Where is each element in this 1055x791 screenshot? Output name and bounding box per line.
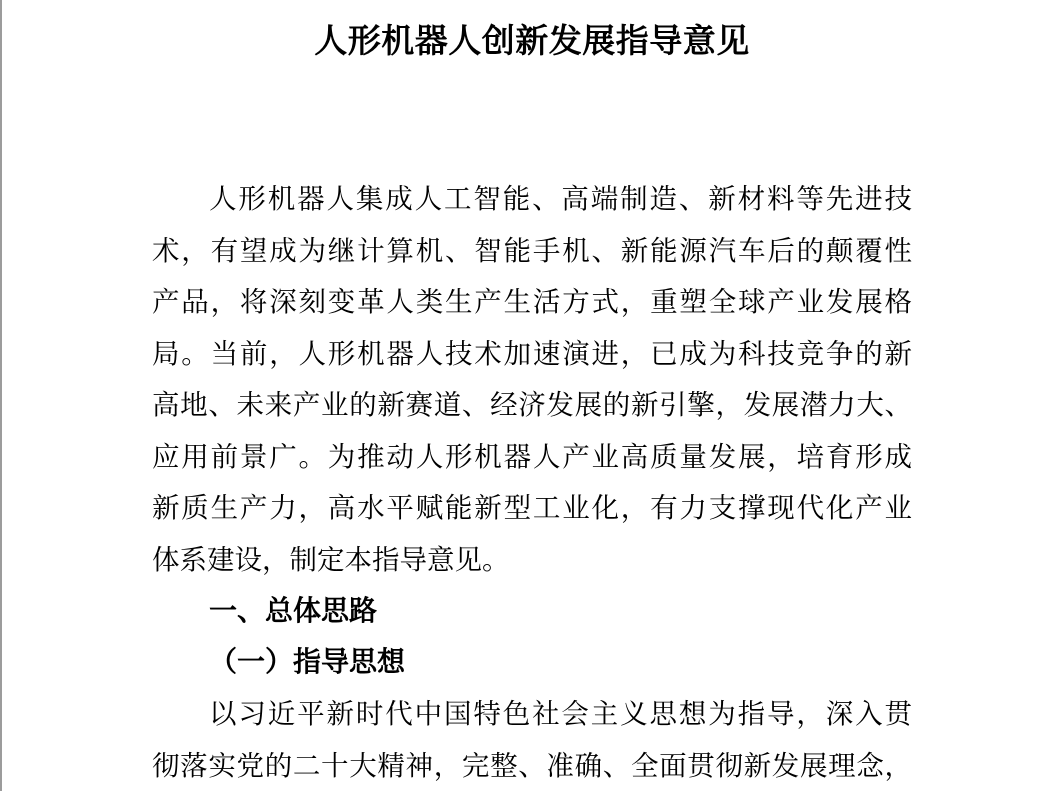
doc-line: 以习近平新时代中国特色社会主义思想为指导，深入贯 — [209, 698, 912, 729]
doc-line: 高地、未来产业的新赛道、经济发展的新引擎，发展潜力大、 — [152, 389, 912, 420]
document-title: 人形机器人创新发展指导意见 — [314, 24, 750, 60]
doc-line: 体系建设，制定本指导意见。 — [152, 543, 510, 575]
doc-line: 新质生产力，高水平赋能新型工业化，有力支撑现代化产业 — [152, 492, 912, 523]
doc-line: 应用前景广。为推动人形机器人产业高质量发展，培育形成 — [152, 440, 912, 472]
doc-line: 术，有望成为继计算机、智能手机、新能源汽车后的颠覆性 — [152, 234, 912, 266]
document-lines — [152, 173, 912, 791]
doc-line: 一、总体思路 — [209, 595, 378, 626]
doc-line: （一）指导思想 — [209, 646, 406, 678]
doc-line: 彻落实党的二十大精神，完整、准确、全面贯彻新发展理念， — [152, 749, 912, 781]
page-left-edge-line — [0, 0, 2, 791]
doc-line: 局。当前，人形机器人技术加速演进，已成为科技竞争的新 — [152, 337, 912, 369]
doc-line: 产品，将深刻变革人类生产生活方式，重塑全球产业发展格 — [152, 286, 912, 317]
document-body — [152, 0, 912, 791]
doc-line: 人形机器人集成人工智能、高端制造、新材料等先进技 — [209, 183, 912, 214]
